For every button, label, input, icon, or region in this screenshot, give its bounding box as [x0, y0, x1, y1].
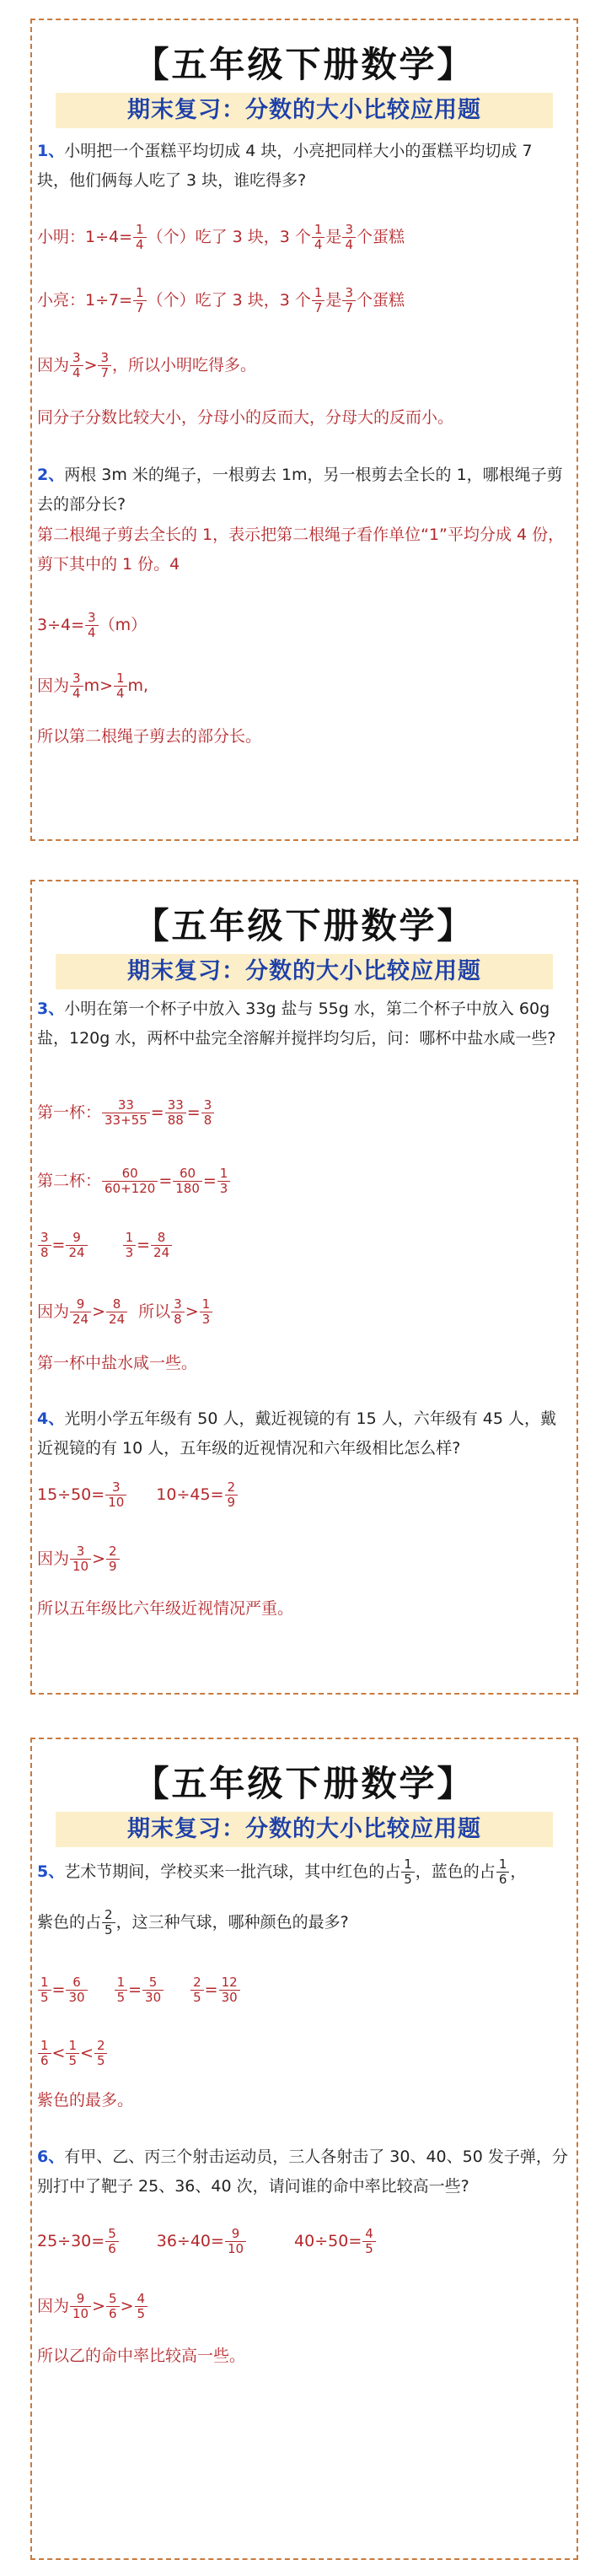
- conclusion-text: 第一杯中盐水咸一些。: [37, 1354, 198, 1372]
- question-4: [37, 1404, 568, 1463]
- panel-subtitle: 期末复习：分数的大小比较应用题: [56, 93, 553, 128]
- fraction: $\frac{1}{3}$: [200, 1297, 213, 1327]
- fraction: $\frac{1}{5}$: [115, 1975, 128, 2005]
- fraction: $\frac{33}{33+55}$: [102, 1098, 150, 1128]
- fraction: $\frac{4}{5}$: [135, 2292, 148, 2321]
- panel-subtitle: 期末复习：分数的大小比较应用题: [56, 1812, 553, 1847]
- fraction: $\frac{3}{8}$: [201, 1098, 215, 1128]
- fraction: $\frac{60}{180}$: [173, 1167, 202, 1196]
- fraction: $\frac{9}{10}$: [225, 2227, 246, 2256]
- fraction: $\frac{3}{10}$: [70, 1544, 91, 1574]
- fraction: $\frac{1}{4}$: [312, 223, 325, 252]
- fraction: $\frac{1}{3}$: [123, 1231, 137, 1260]
- answer-convert-5: $\frac{1}{5}$ = $\frac{6}{30}$ $\frac{1}{5}$ = $\frac{5}{30}$ $\frac{2}{5}$ = $\frac{12}{30}$: [37, 1975, 568, 2005]
- fraction: $\frac{1}{7}$: [133, 286, 147, 315]
- answer-cup-1: 第一杯： $\frac{33}{33+55}$ = $\frac{33}{88}$ = $\frac{3}{8}$: [37, 1098, 568, 1128]
- answer-because-3: 因为 $\frac{9}{24}$ > $\frac{8}{24}$ 所以 $\frac{3}{8}$ > $\frac{1}{3}$: [37, 1297, 568, 1327]
- fraction: $\frac{9}{24}$: [66, 1231, 87, 1260]
- answer-calc-2: 3÷4= $\frac{3}{4}$ （m）: [37, 610, 147, 640]
- question-text: 有甲、乙、丙三个射击运动员，三人各射击了 30、40、50 发子弹，分别打中了靶子 25、36、40 次，请问谁的命中率比较高一些?: [37, 2148, 568, 2196]
- answer-compare-5: $\frac{1}{6}$ < $\frac{1}{5}$ < $\frac{2}{5}$: [37, 2039, 568, 2068]
- question-number: 6、: [37, 2148, 65, 2166]
- panel-title: 【五年级下册数学】: [133, 1763, 475, 1804]
- answer-calc-6: 25÷30= $\frac{5}{6}$ 36÷40= $\frac{9}{10}$ 40÷50= $\frac{4}{5}$: [37, 2227, 568, 2256]
- fraction: $\frac{8}{24}$: [151, 1231, 172, 1260]
- question-2: [37, 461, 568, 520]
- fraction: $\frac{5}{6}$: [105, 2227, 119, 2256]
- fraction: $\frac{9}{24}$: [70, 1297, 91, 1327]
- fraction: $\frac{1}{5}$: [66, 2039, 79, 2068]
- panel-subtitle: 期末复习：分数的大小比较应用题: [56, 954, 553, 989]
- fraction: $\frac{1}{4}$: [114, 671, 127, 701]
- fraction: $\frac{1}{3}$: [217, 1167, 231, 1196]
- fraction: $\frac{3}{8}$: [171, 1297, 185, 1327]
- question-1: [37, 137, 568, 196]
- fraction: $\frac{1}{6}$: [38, 2039, 51, 2068]
- answer-xiaoming: 小明：1÷4= $\frac{1}{4}$ （个）吃了 3 块，3 个 $\frac{1}{4}$ 是 $\frac{3}{4}$ 个蛋糕: [37, 222, 405, 252]
- question-text: 两根 3m 米的绳子，一根剪去 1m，另一根剪去全长的 1，哪根绳子剪去的部分长?: [37, 466, 563, 514]
- fraction: $\frac{6}{30}$: [66, 1975, 87, 2005]
- conclusion-text: 所以乙的命中率比较高一些。: [37, 2347, 246, 2365]
- fraction: $\frac{3}{7}$: [98, 351, 111, 380]
- question-text: 光明小学五年级有 50 人，戴近视镜的有 15 人，六年级有 45 人，戴近视镜的有 10 人，五年级的近视情况和六年级相比怎么样?: [37, 1409, 557, 1458]
- question-text: 小明把一个蛋糕平均切成 4 块，小亮把同样大小的蛋糕平均切成 7 块，他们俩每人吃了 3 块，谁吃得多?: [37, 142, 533, 190]
- fraction: $\frac{1}{6}$: [496, 1857, 510, 1887]
- question-number: 4、: [37, 1409, 65, 1428]
- fraction: $\frac{8}{24}$: [106, 1297, 127, 1327]
- answer-convert-3: $\frac{3}{8}$ = $\frac{9}{24}$ $\frac{1}{3}$ = $\frac{8}{24}$: [37, 1231, 568, 1260]
- fraction: $\frac{9}{10}$: [70, 2292, 91, 2321]
- fraction: $\frac{2}{5}$: [190, 1975, 204, 2005]
- fraction: $\frac{2}{5}$: [94, 2039, 108, 2068]
- fraction: $\frac{33}{88}$: [165, 1098, 186, 1128]
- fraction: $\frac{3}{4}$: [70, 351, 83, 380]
- fraction: $\frac{1}{5}$: [38, 1975, 51, 2005]
- answer-calc-4: 15÷50= $\frac{3}{10}$ 10÷45= $\frac{2}{9}$: [37, 1480, 568, 1510]
- fraction: $\frac{4}{5}$: [362, 2227, 376, 2256]
- answer-because-1: 因为 $\frac{3}{4}$ > $\frac{3}{7}$ ，所以小明吃得多。: [37, 350, 257, 380]
- answer-because-4: 因为 $\frac{3}{10}$ > $\frac{2}{9}$: [37, 1544, 568, 1574]
- fraction: $\frac{2}{9}$: [225, 1480, 239, 1510]
- question-3: [37, 994, 568, 1054]
- worksheet-panel-2: [30, 880, 578, 1695]
- worksheet-panel-1: [30, 19, 578, 841]
- explain-text: 第二根绳子剪去全长的 1，表示把第二根绳子看作单位“1”平均分成 4 份，剪下其中的 1 份。4: [37, 525, 565, 574]
- question-number: 2、: [37, 466, 65, 484]
- fraction: $\frac{1}{4}$: [133, 223, 147, 252]
- panel-title: 【五年级下册数学】: [133, 905, 475, 946]
- fraction: $\frac{3}{4}$: [85, 611, 99, 640]
- answer-cup-2: 第二杯： $\frac{60}{60+120}$ = $\frac{60}{180}$ = $\frac{1}{3}$: [37, 1167, 568, 1196]
- fraction: $\frac{1}{7}$: [312, 286, 325, 315]
- answer-xiaoliang: 小亮：1÷7= $\frac{1}{7}$ （个）吃了 3 块，3 个 $\frac{1}{7}$ 是 $\frac{3}{7}$ 个蛋糕: [37, 285, 405, 315]
- question-6: [37, 2142, 568, 2201]
- answer-because-6: 因为 $\frac{9}{10}$ > $\frac{5}{6}$ > $\frac{4}{5}$: [37, 2292, 568, 2321]
- answer-because-2: 因为 $\frac{3}{4}$ m> $\frac{1}{4}$ m,: [37, 671, 149, 701]
- fraction: $\frac{2}{5}$: [102, 1908, 115, 1937]
- question-text: 小明在第一个杯子中放入 33g 盐与 55g 水，第二个杯子中放入 60g 盐，120g 水，两杯中盐完全溶解并搅拌均匀后，问：哪杯中盐水咸一些?: [37, 1000, 556, 1048]
- fraction: $\frac{5}{30}$: [142, 1975, 164, 2005]
- fraction: $\frac{3}{7}$: [342, 286, 356, 315]
- fraction: $\frac{5}{6}$: [106, 2292, 120, 2321]
- fraction: $\frac{3}{4}$: [70, 671, 83, 701]
- question-number: 3、: [37, 1000, 65, 1018]
- question-number: 5、: [37, 1862, 65, 1881]
- conclusion-text: 所以五年级比六年级近视情况严重。: [37, 1599, 294, 1618]
- fraction: $\frac{12}{30}$: [219, 1975, 240, 2005]
- question-5: 5、艺术节期间，学校买来一批汽球，其中红色的占 $\frac{1}{5}$ ，蓝色的占 $\frac{1}{6}$ ，: [37, 1857, 527, 1887]
- question-number: 1、: [37, 142, 65, 160]
- fraction: $\frac{3}{4}$: [342, 223, 356, 252]
- rule-text: 同分子分数比较大小，分母小的反而大，分母大的反而小。: [37, 408, 454, 427]
- fraction: $\frac{3}{10}$: [105, 1480, 126, 1510]
- conclusion-text: 所以第二根绳子剪去的部分长。: [37, 727, 262, 746]
- fraction: $\frac{60}{60+120}$: [102, 1167, 158, 1196]
- fraction: $\frac{1}{5}$: [401, 1857, 415, 1887]
- fraction: $\frac{3}{8}$: [38, 1231, 51, 1260]
- fraction: $\frac{2}{9}$: [106, 1544, 120, 1574]
- question-5-cont: 紫色的占 $\frac{2}{5}$ ，这三种气球，哪种颜色的最多?: [37, 1907, 349, 1937]
- panel-title: 【五年级下册数学】: [133, 44, 475, 85]
- conclusion-text: 紫色的最多。: [37, 2091, 134, 2110]
- worksheet-panel-3: [30, 1738, 578, 2560]
- question-text: 艺术节期间，学校买来一批汽球，其中红色的占: [64, 1862, 401, 1881]
